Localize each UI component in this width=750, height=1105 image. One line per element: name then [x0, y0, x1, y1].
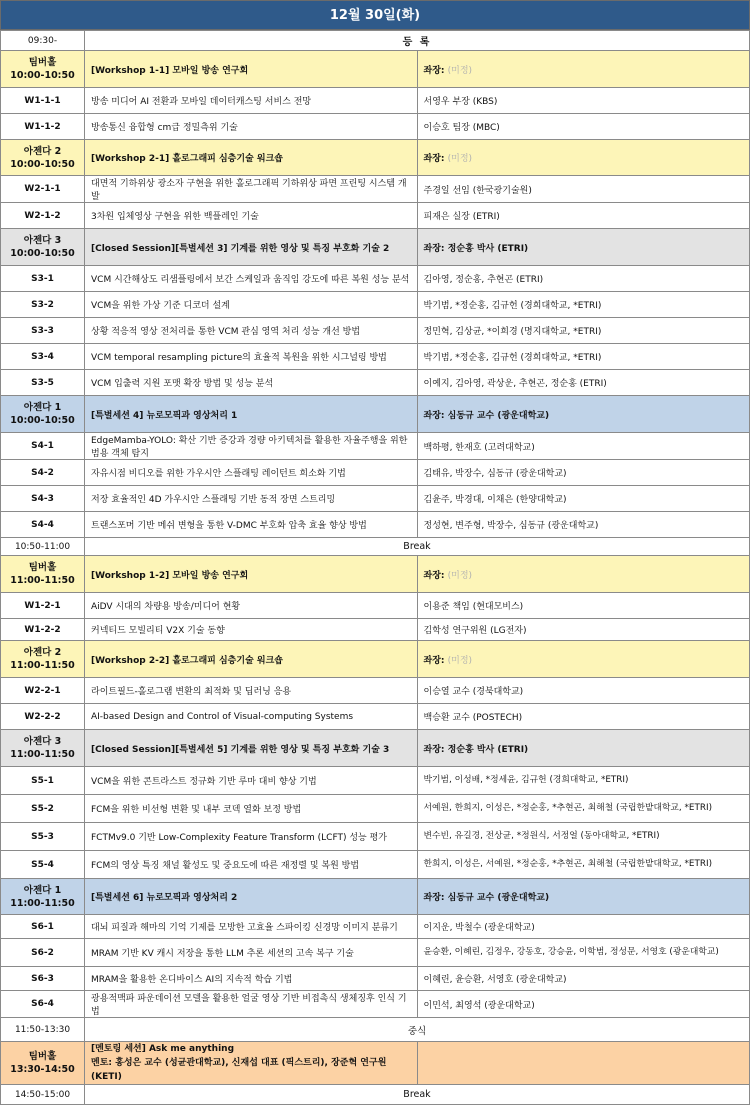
- talk-authors-text: 정민혁, 김상균, *이희경 (명지대학교, *ETRI): [423, 327, 602, 337]
- chair-label: 좌장:: [423, 65, 445, 76]
- talk-title: VCM을 위한 콘트라스트 정규화 기반 루마 대비 향상 기법: [85, 767, 418, 795]
- talk-authors: [417, 512, 750, 538]
- talk-id: S4-2: [1, 460, 85, 486]
- session-room-time: [1, 730, 85, 767]
- session-title: [Workshop 2-1] 홀로그래피 심층기술 워크숍: [85, 140, 418, 176]
- session-title: [Workshop 2-2] 홀로그래피 심층기술 워크숍: [85, 641, 418, 678]
- session-room: 팀버홀: [28, 562, 57, 573]
- talk-id: S5-4: [1, 851, 85, 879]
- talk-row: [1, 767, 750, 795]
- talk-authors: [417, 823, 750, 851]
- break-label: Break: [85, 1085, 750, 1105]
- talk-title: 대뇌 피질과 해마의 기억 기제를 모방한 고효율 스파이킹 신경망 이미지 분류기: [85, 915, 418, 939]
- talk-id: S4-1: [1, 433, 85, 460]
- session-title: [Workshop 1-2] 모바일 방송 연구회: [85, 556, 418, 593]
- talk-authors-text: 이용준 책임 (현대모비스): [423, 602, 524, 612]
- talk-id: W1-2-1: [1, 593, 85, 619]
- talk-row: [1, 318, 750, 344]
- talk-authors: [417, 678, 750, 704]
- talk-authors-text: 김태유, 박장수, 심동규 (광운대학교): [423, 469, 567, 479]
- chair-label: 좌장:: [423, 410, 445, 421]
- talk-row: [1, 370, 750, 396]
- session-room-time: [1, 51, 85, 88]
- talk-row: [1, 967, 750, 991]
- talk-authors-text: 이지운, 박철수 (광운대학교): [423, 923, 535, 933]
- session-room: 아젠다 2: [23, 145, 62, 157]
- talk-title: FCM을 위한 비선형 변환 및 내부 코덱 열화 보정 방법: [85, 795, 418, 823]
- session-room: 아젠다 1: [23, 402, 62, 413]
- session-time: 11:00-11:50: [10, 660, 75, 671]
- talk-authors: [417, 767, 750, 795]
- talk-row: [1, 266, 750, 292]
- session-header: [1, 140, 750, 176]
- talk-title: VCM 입출력 지원 포맷 확장 방법 및 성능 분석: [85, 370, 418, 396]
- registration-row: [1, 31, 750, 51]
- break-label: Break: [85, 538, 750, 556]
- session-room: 팀버홀: [28, 57, 57, 68]
- mentoring-session-title: [멘토링 세션] Ask me anything: [91, 1044, 235, 1054]
- talk-row: [1, 939, 750, 967]
- talk-authors-text: 박기범, 이성배, *정세윤, 김규헌 (경희대학교, *ETRI): [423, 775, 629, 785]
- chair-name: (미정): [447, 570, 473, 581]
- session-chair: [417, 879, 750, 915]
- talk-title: VCM 시간해상도 리샘플링에서 보간 스케일과 움직임 강도에 따른 복원 성능 분석: [85, 266, 418, 292]
- day-title: 12월 30일(화): [0, 0, 750, 30]
- talk-id: W2-1-1: [1, 176, 85, 203]
- talk-authors-text: 백승환 교수 (POSTECH): [423, 713, 523, 723]
- talk-row: [1, 619, 750, 641]
- talk-authors-text: 주경일 선임 (한국광기술원): [423, 185, 532, 196]
- talk-authors-text: 이승열 교수 (경북대학교): [423, 687, 524, 697]
- talk-row: [1, 460, 750, 486]
- break-row: [1, 1085, 750, 1105]
- chair-name: 정순홍 박사 (ETRI): [447, 744, 529, 755]
- session-time: 11:00-11:50: [10, 575, 75, 586]
- chair-label: 좌장:: [423, 243, 445, 254]
- talk-row: [1, 991, 750, 1018]
- break-label: 중식: [85, 1018, 750, 1042]
- talk-authors: [417, 704, 750, 730]
- talk-authors-text: 피재은 실장 (ETRI): [423, 212, 500, 222]
- talk-id: S3-3: [1, 318, 85, 344]
- talk-title: 자유시점 비디오를 위한 가우시안 스플래팅 레이턴트 희소화 기법: [85, 460, 418, 486]
- talk-title: 트랜스포머 기반 메쉬 변형을 통한 V-DMC 부호화 압축 효율 향상 방법: [85, 512, 418, 538]
- chair-label: 좌장:: [423, 154, 445, 164]
- talk-authors: [417, 266, 750, 292]
- time-cell: 09:30-: [1, 31, 85, 51]
- session-time: 10:00-10:50: [10, 248, 75, 259]
- mentoring-session-mentors: 멘토: 홍성은 교수 (성균관대학교), 신재섭 대표 (픽스트리), 장준혁 연구원 (KETI): [91, 1058, 387, 1082]
- talk-title: VCM temporal resampling picture의 효율적 복원을 위한 시그널링 방법: [85, 344, 418, 370]
- talk-title: 대면적 기하위상 광소자 구현을 위한 홀로그래픽 기하위상 파면 프린팅 시스템 개발: [85, 176, 418, 203]
- session-chair: [417, 140, 750, 176]
- talk-id: S6-2: [1, 939, 85, 967]
- chair-name: (미정): [447, 65, 473, 76]
- talk-id: S3-4: [1, 344, 85, 370]
- talk-id: S3-5: [1, 370, 85, 396]
- session-room-time: [1, 140, 85, 176]
- talk-authors: [417, 203, 750, 229]
- chair-label: 좌장:: [423, 744, 445, 755]
- talk-title: 방송 미디어 AI 전환과 모바일 데이터캐스팅 서비스 전망: [85, 88, 418, 114]
- talk-row: [1, 915, 750, 939]
- session-chair: [417, 641, 750, 678]
- chair-label: 좌장:: [423, 893, 445, 903]
- talk-row: [1, 678, 750, 704]
- session-chair: [417, 396, 750, 433]
- talk-authors-text: 김아영, 정순홍, 추현곤 (ETRI): [423, 275, 544, 285]
- talk-row: [1, 88, 750, 114]
- talk-row: [1, 704, 750, 730]
- session-title: [특별세션 6] 뉴로모픽과 영상처리 2: [85, 879, 418, 915]
- talk-row: [1, 203, 750, 229]
- time-cell: 11:50-13:30: [1, 1018, 85, 1042]
- talk-authors-text: 정성현, 변주형, 박장수, 심동규 (광운대학교): [423, 521, 599, 531]
- talk-authors: [417, 370, 750, 396]
- break-label: 등 록: [85, 31, 750, 51]
- talk-id: W1-1-1: [1, 88, 85, 114]
- talk-authors: [417, 344, 750, 370]
- session-title: [Workshop 1-1] 모바일 방송 연구회: [85, 51, 418, 88]
- talk-authors: [417, 486, 750, 512]
- talk-authors-text: 김학성 연구위원 (LG전자): [423, 626, 527, 636]
- talk-authors-text: 이혜린, 윤승환, 서영호 (광운대학교): [423, 975, 567, 985]
- session-room-time: [1, 229, 85, 266]
- talk-authors-text: 이민석, 최영석 (광운대학교): [423, 1000, 535, 1011]
- session-header: [1, 556, 750, 593]
- session-room-time: [1, 641, 85, 678]
- session-room: 아젠다 2: [23, 647, 62, 658]
- time-cell: 10:50-11:00: [1, 538, 85, 556]
- session-header: [1, 396, 750, 433]
- talk-row: [1, 851, 750, 879]
- mentoring-empty-cell: [417, 1042, 750, 1085]
- session-room: 아젠다 1: [23, 884, 62, 896]
- talk-id: S3-2: [1, 292, 85, 318]
- talk-id: W2-1-2: [1, 203, 85, 229]
- talk-title: 광용적맥파 파운데이션 모델을 활용한 얼굴 영상 기반 비접촉식 생체징후 인식 기법: [85, 991, 418, 1018]
- talk-authors: [417, 292, 750, 318]
- talk-row: [1, 344, 750, 370]
- session-header: [1, 51, 750, 88]
- session-room-time: [1, 879, 85, 915]
- session-chair: [417, 51, 750, 88]
- talk-id: W1-2-2: [1, 619, 85, 641]
- session-room: 아젠다 3: [23, 235, 62, 246]
- talk-title: VCM을 위한 가상 기준 디코더 설계: [85, 292, 418, 318]
- session-header: [1, 879, 750, 915]
- chair-name: (미정): [447, 655, 473, 666]
- talk-authors: [417, 967, 750, 991]
- talk-title: 3차원 입체영상 구현을 위한 백플레인 기술: [85, 203, 418, 229]
- talk-id: S5-3: [1, 823, 85, 851]
- talk-title: MRAM 기반 KV 캐시 저장을 통한 LLM 추론 세션의 고속 복구 기술: [85, 939, 418, 967]
- mentoring-session-info: [85, 1042, 418, 1085]
- talk-authors: [417, 88, 750, 114]
- talk-title: AiDV 시대의 차량용 방송/미디어 현황: [85, 593, 418, 619]
- talk-row: [1, 593, 750, 619]
- talk-row: [1, 176, 750, 203]
- chair-label: 좌장:: [423, 570, 445, 581]
- talk-id: S3-1: [1, 266, 85, 292]
- talk-authors-text: 이예지, 김아영, 곽상운, 추현곤, 정순홍 (ETRI): [423, 379, 607, 389]
- time-cell: 14:50-15:00: [1, 1085, 85, 1105]
- talk-authors: [417, 795, 750, 823]
- talk-title: FCM의 영상 특징 채널 활성도 및 중요도에 따른 재정렬 및 복원 방법: [85, 851, 418, 879]
- chair-name: 심동규 교수 (광운대학교): [447, 893, 550, 903]
- chair-label: 좌장:: [423, 655, 445, 666]
- talk-authors-text: 서예원, 한희지, 이성은, *정순홍, *추현곤, 최해철 (국립한밭대학교, *ETRI): [423, 803, 712, 813]
- talk-id: S6-1: [1, 915, 85, 939]
- talk-authors: [417, 915, 750, 939]
- session-time: 10:00-10:50: [10, 415, 75, 426]
- chair-name: (미정): [447, 154, 473, 164]
- talk-title: AI-based Design and Control of Visual-computing Systems: [85, 704, 418, 730]
- session-chair: [417, 556, 750, 593]
- talk-authors: [417, 593, 750, 619]
- talk-id: S6-4: [1, 991, 85, 1018]
- session-title: [특별세션 4] 뉴로모픽과 영상처리 1: [85, 396, 418, 433]
- session-header: [1, 730, 750, 767]
- talk-authors-text: 이승호 팀장 (MBC): [423, 123, 500, 133]
- talk-authors: [417, 318, 750, 344]
- talk-id: S4-3: [1, 486, 85, 512]
- session-time: 13:30-14:50: [10, 1064, 75, 1075]
- session-chair: [417, 229, 750, 266]
- talk-authors: [417, 939, 750, 967]
- talk-authors: [417, 991, 750, 1018]
- session-room-time: [1, 396, 85, 433]
- session-chair: [417, 730, 750, 767]
- talk-authors-text: 박기범, *정순홍, 김규헌 (경희대학교, *ETRI): [423, 353, 602, 363]
- talk-id: S4-4: [1, 512, 85, 538]
- talk-title: 저장 효율적인 4D 가우시안 스플래팅 기반 동적 장면 스트리밍: [85, 486, 418, 512]
- session-time: 11:00-11:50: [10, 749, 75, 760]
- talk-authors: [417, 619, 750, 641]
- talk-authors-text: 한희지, 이성은, 서예원, *정순홍, *추현곤, 최해철 (국립한밭대학교, *ETRI): [423, 859, 712, 869]
- mentoring-session-header: [1, 1042, 750, 1085]
- talk-id: S5-1: [1, 767, 85, 795]
- session-room-time: [1, 556, 85, 593]
- session-room: 아젠다 3: [23, 736, 62, 747]
- talk-row: [1, 114, 750, 140]
- talk-title: EdgeMamba-YOLO: 확산 기반 증강과 경량 아키텍처를 활용한 자율주행을 위한 범용 객체 탐지: [85, 433, 418, 460]
- talk-row: [1, 292, 750, 318]
- talk-authors-text: 김윤주, 박경대, 이채은 (한양대학교): [423, 495, 567, 505]
- break-row: [1, 538, 750, 556]
- talk-authors: [417, 114, 750, 140]
- talk-authors-text: 서영우 부장 (KBS): [423, 97, 498, 107]
- talk-authors-text: 박기범, *정순홍, 김규헌 (경희대학교, *ETRI): [423, 301, 602, 311]
- talk-authors-text: 윤승환, 이혜린, 김정우, 강동호, 강승윤, 이학범, 정성문, 서영호 (광운대학교): [423, 947, 719, 957]
- session-header: [1, 641, 750, 678]
- talk-authors: [417, 176, 750, 203]
- talk-id: W2-2-1: [1, 678, 85, 704]
- talk-authors-text: 변수빈, 유길경, 전상균, *정원식, 서정얼 (동아대학교, *ETRI): [423, 831, 660, 841]
- talk-authors: [417, 851, 750, 879]
- talk-authors-text: 백하평, 한재호 (고려대학교): [423, 442, 535, 453]
- chair-name: 정순홍 박사 (ETRI): [447, 243, 529, 254]
- talk-title: 상황 적응적 영상 전처리를 통한 VCM 관심 영역 처리 성능 개선 방법: [85, 318, 418, 344]
- session-title: [Closed Session][특별세션 5] 기계를 위한 영상 및 특징 부호화 기술 3: [85, 730, 418, 767]
- talk-id: W1-1-2: [1, 114, 85, 140]
- talk-id: S5-2: [1, 795, 85, 823]
- talk-title: 라이트필드-홀로그램 변환의 최적화 및 딥러닝 응용: [85, 678, 418, 704]
- talk-title: FCTMv9.0 기반 Low-Complexity Feature Transform (LCFT) 성능 평가: [85, 823, 418, 851]
- talk-authors: [417, 460, 750, 486]
- schedule-table: [0, 30, 750, 1105]
- talk-title: 방송통신 융합형 cm급 정밀측위 기술: [85, 114, 418, 140]
- session-time: 11:00-11:50: [10, 897, 75, 909]
- talk-authors: [417, 433, 750, 460]
- talk-id: W2-2-2: [1, 704, 85, 730]
- talk-row: [1, 486, 750, 512]
- talk-row: [1, 795, 750, 823]
- session-time: 10:00-10:50: [10, 158, 75, 170]
- chair-name: 심동규 교수 (광운대학교): [447, 410, 550, 421]
- session-time: 10:00-10:50: [10, 70, 75, 81]
- talk-row: [1, 512, 750, 538]
- talk-row: [1, 433, 750, 460]
- session-title: [Closed Session][특별세션 3] 기계를 위한 영상 및 특징 부호화 기술 2: [85, 229, 418, 266]
- session-room-time: [1, 1042, 85, 1085]
- talk-title: 커넥티드 모빌리티 V2X 기술 동향: [85, 619, 418, 641]
- talk-id: S6-3: [1, 967, 85, 991]
- talk-title: MRAM을 활용한 온디바이스 AI의 지속적 학습 기법: [85, 967, 418, 991]
- session-header: [1, 229, 750, 266]
- session-room: 팀버홀: [28, 1051, 57, 1062]
- talk-row: [1, 823, 750, 851]
